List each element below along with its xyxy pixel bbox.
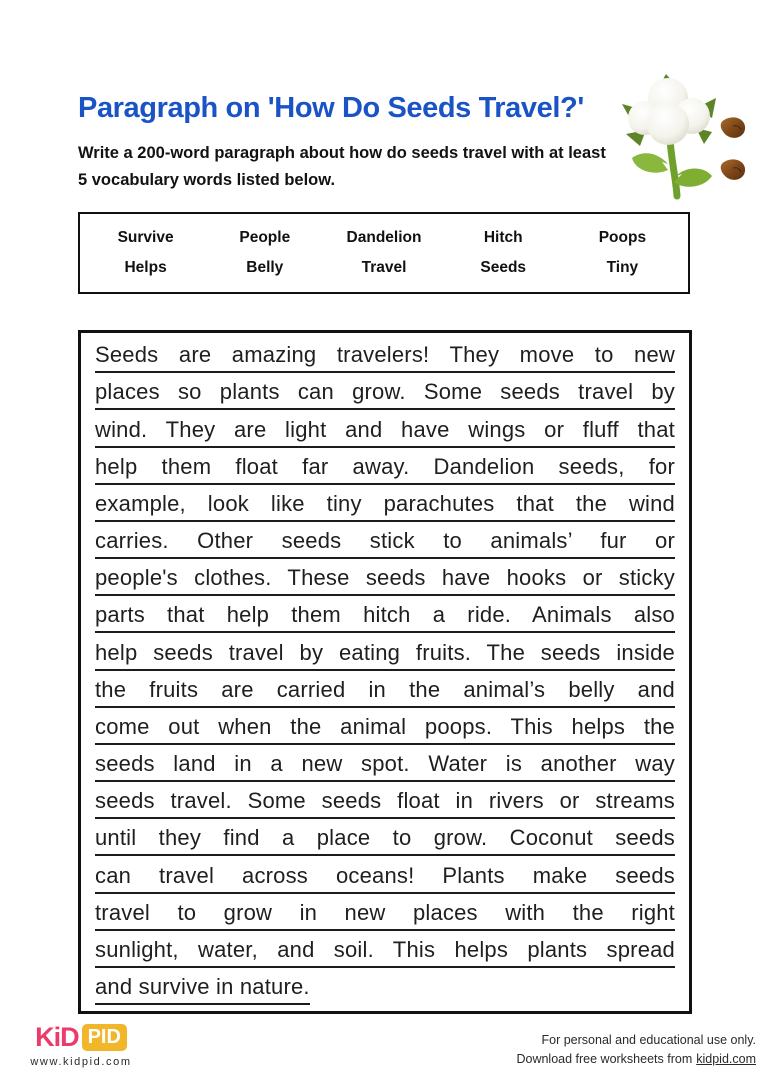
vocabulary-row-2	[86, 259, 682, 277]
vocab-word: Helps	[124, 258, 167, 276]
page-title: Paragraph on 'How Do Seeds Travel?'	[78, 92, 584, 124]
paragraph-line-text: parts that help them hitch a ride. Animals also	[95, 602, 675, 633]
paragraph-line	[95, 448, 675, 485]
paragraph-line	[95, 708, 675, 745]
plant-stem	[670, 140, 677, 196]
paragraph-line-text: travel to grow in new places with the right	[95, 900, 675, 931]
footer-usage-note	[516, 1031, 756, 1069]
plant-leaf-left	[632, 153, 668, 173]
paragraph-line	[95, 931, 675, 968]
vocab-word: Dandelion	[346, 229, 422, 247]
paragraph-line-text: places so plants can grow. Some seeds travel by	[95, 379, 675, 410]
paragraph-line	[95, 373, 675, 410]
vocab-word: People	[239, 229, 291, 247]
paragraph-line	[95, 856, 675, 893]
paragraph-line-text: until they find a place to grow. Coconut seeds	[95, 825, 675, 856]
paragraph-line-text: help seeds travel by eating fruits. The seeds inside	[95, 640, 675, 671]
kidpid-link[interactable]: kidpid.com	[696, 1052, 756, 1066]
paragraph-line	[95, 410, 675, 447]
vocab-word: Survive	[117, 229, 174, 247]
paragraph-line-text: sunlight, water, and soil. This helps plants spread	[95, 937, 675, 968]
paragraph-line-text: seeds land in a new spot. Water is another way	[95, 751, 675, 782]
paragraph-line	[95, 633, 675, 670]
logo-pid-badge: PID	[82, 1024, 127, 1051]
paragraph-line	[95, 894, 675, 931]
paragraph-line-text: wind. They are light and have wings or fluff that	[95, 417, 675, 448]
usage-note-line-1: For personal and educational use only.	[541, 1033, 756, 1047]
paragraph-line	[95, 522, 675, 559]
vocab-word: Seeds	[480, 258, 527, 276]
cotton-boll	[647, 103, 689, 145]
paragraph-line-text: can travel across oceans! Plants make seeds	[95, 863, 675, 894]
paragraph-line-text: example, look like tiny parachutes that the wind	[95, 491, 675, 522]
instructions-line-1: Write a 200-word paragraph about how do seeds travel with at least	[78, 144, 606, 162]
vocabulary-box	[78, 212, 690, 294]
vocab-word: Poops	[598, 229, 647, 247]
logo-website-text: www.kidpid.com	[30, 1056, 132, 1068]
paragraph-line	[95, 485, 675, 522]
vocab-word: Hitch	[483, 229, 523, 247]
vocab-word: Belly	[246, 258, 284, 276]
paragraph-line	[95, 819, 675, 856]
paragraph-line-text: help them float far away. Dandelion seeds, for	[95, 454, 675, 485]
paragraph-line	[95, 336, 675, 373]
paragraph-line	[95, 745, 675, 782]
paragraph-line-text: and survive in nature.	[95, 974, 310, 1005]
paragraph-answer-box	[78, 330, 692, 1014]
paragraph-line-text: come out when the animal poops. This helps the	[95, 714, 675, 745]
paragraph-line-text: people's clothes. These seeds have hooks or sticky	[95, 565, 675, 596]
logo-kid-text: KiD	[35, 1022, 79, 1052]
usage-note-line-2	[516, 1050, 756, 1069]
paragraph-line-text: Seeds are amazing travelers! They move to new	[95, 342, 675, 373]
instructions-text	[78, 140, 638, 194]
paragraph-line	[95, 596, 675, 633]
paragraph-line	[95, 968, 675, 1005]
kidpid-logo	[16, 1022, 146, 1068]
download-note-prefix: Download free worksheets from	[516, 1052, 693, 1066]
paragraph-line	[95, 782, 675, 819]
instructions-line-2: 5 vocabulary words listed below.	[78, 171, 336, 189]
paragraph-line	[95, 559, 675, 596]
cotton-plant-icon	[620, 74, 762, 204]
vocab-word: Tiny	[606, 258, 639, 276]
vocabulary-row-1	[86, 229, 682, 247]
vocab-word: Travel	[361, 258, 407, 276]
plant-leaf-right	[674, 169, 712, 187]
paragraph-line-text: the fruits are carried in the animal’s belly and	[95, 677, 675, 708]
cotton-seeds-icon	[721, 117, 745, 179]
paragraph-line-text: carries. Other seeds stick to animals’ fur or	[95, 528, 675, 559]
paragraph-line-text: seeds travel. Some seeds float in rivers or streams	[95, 788, 675, 819]
paragraph-line	[95, 671, 675, 708]
